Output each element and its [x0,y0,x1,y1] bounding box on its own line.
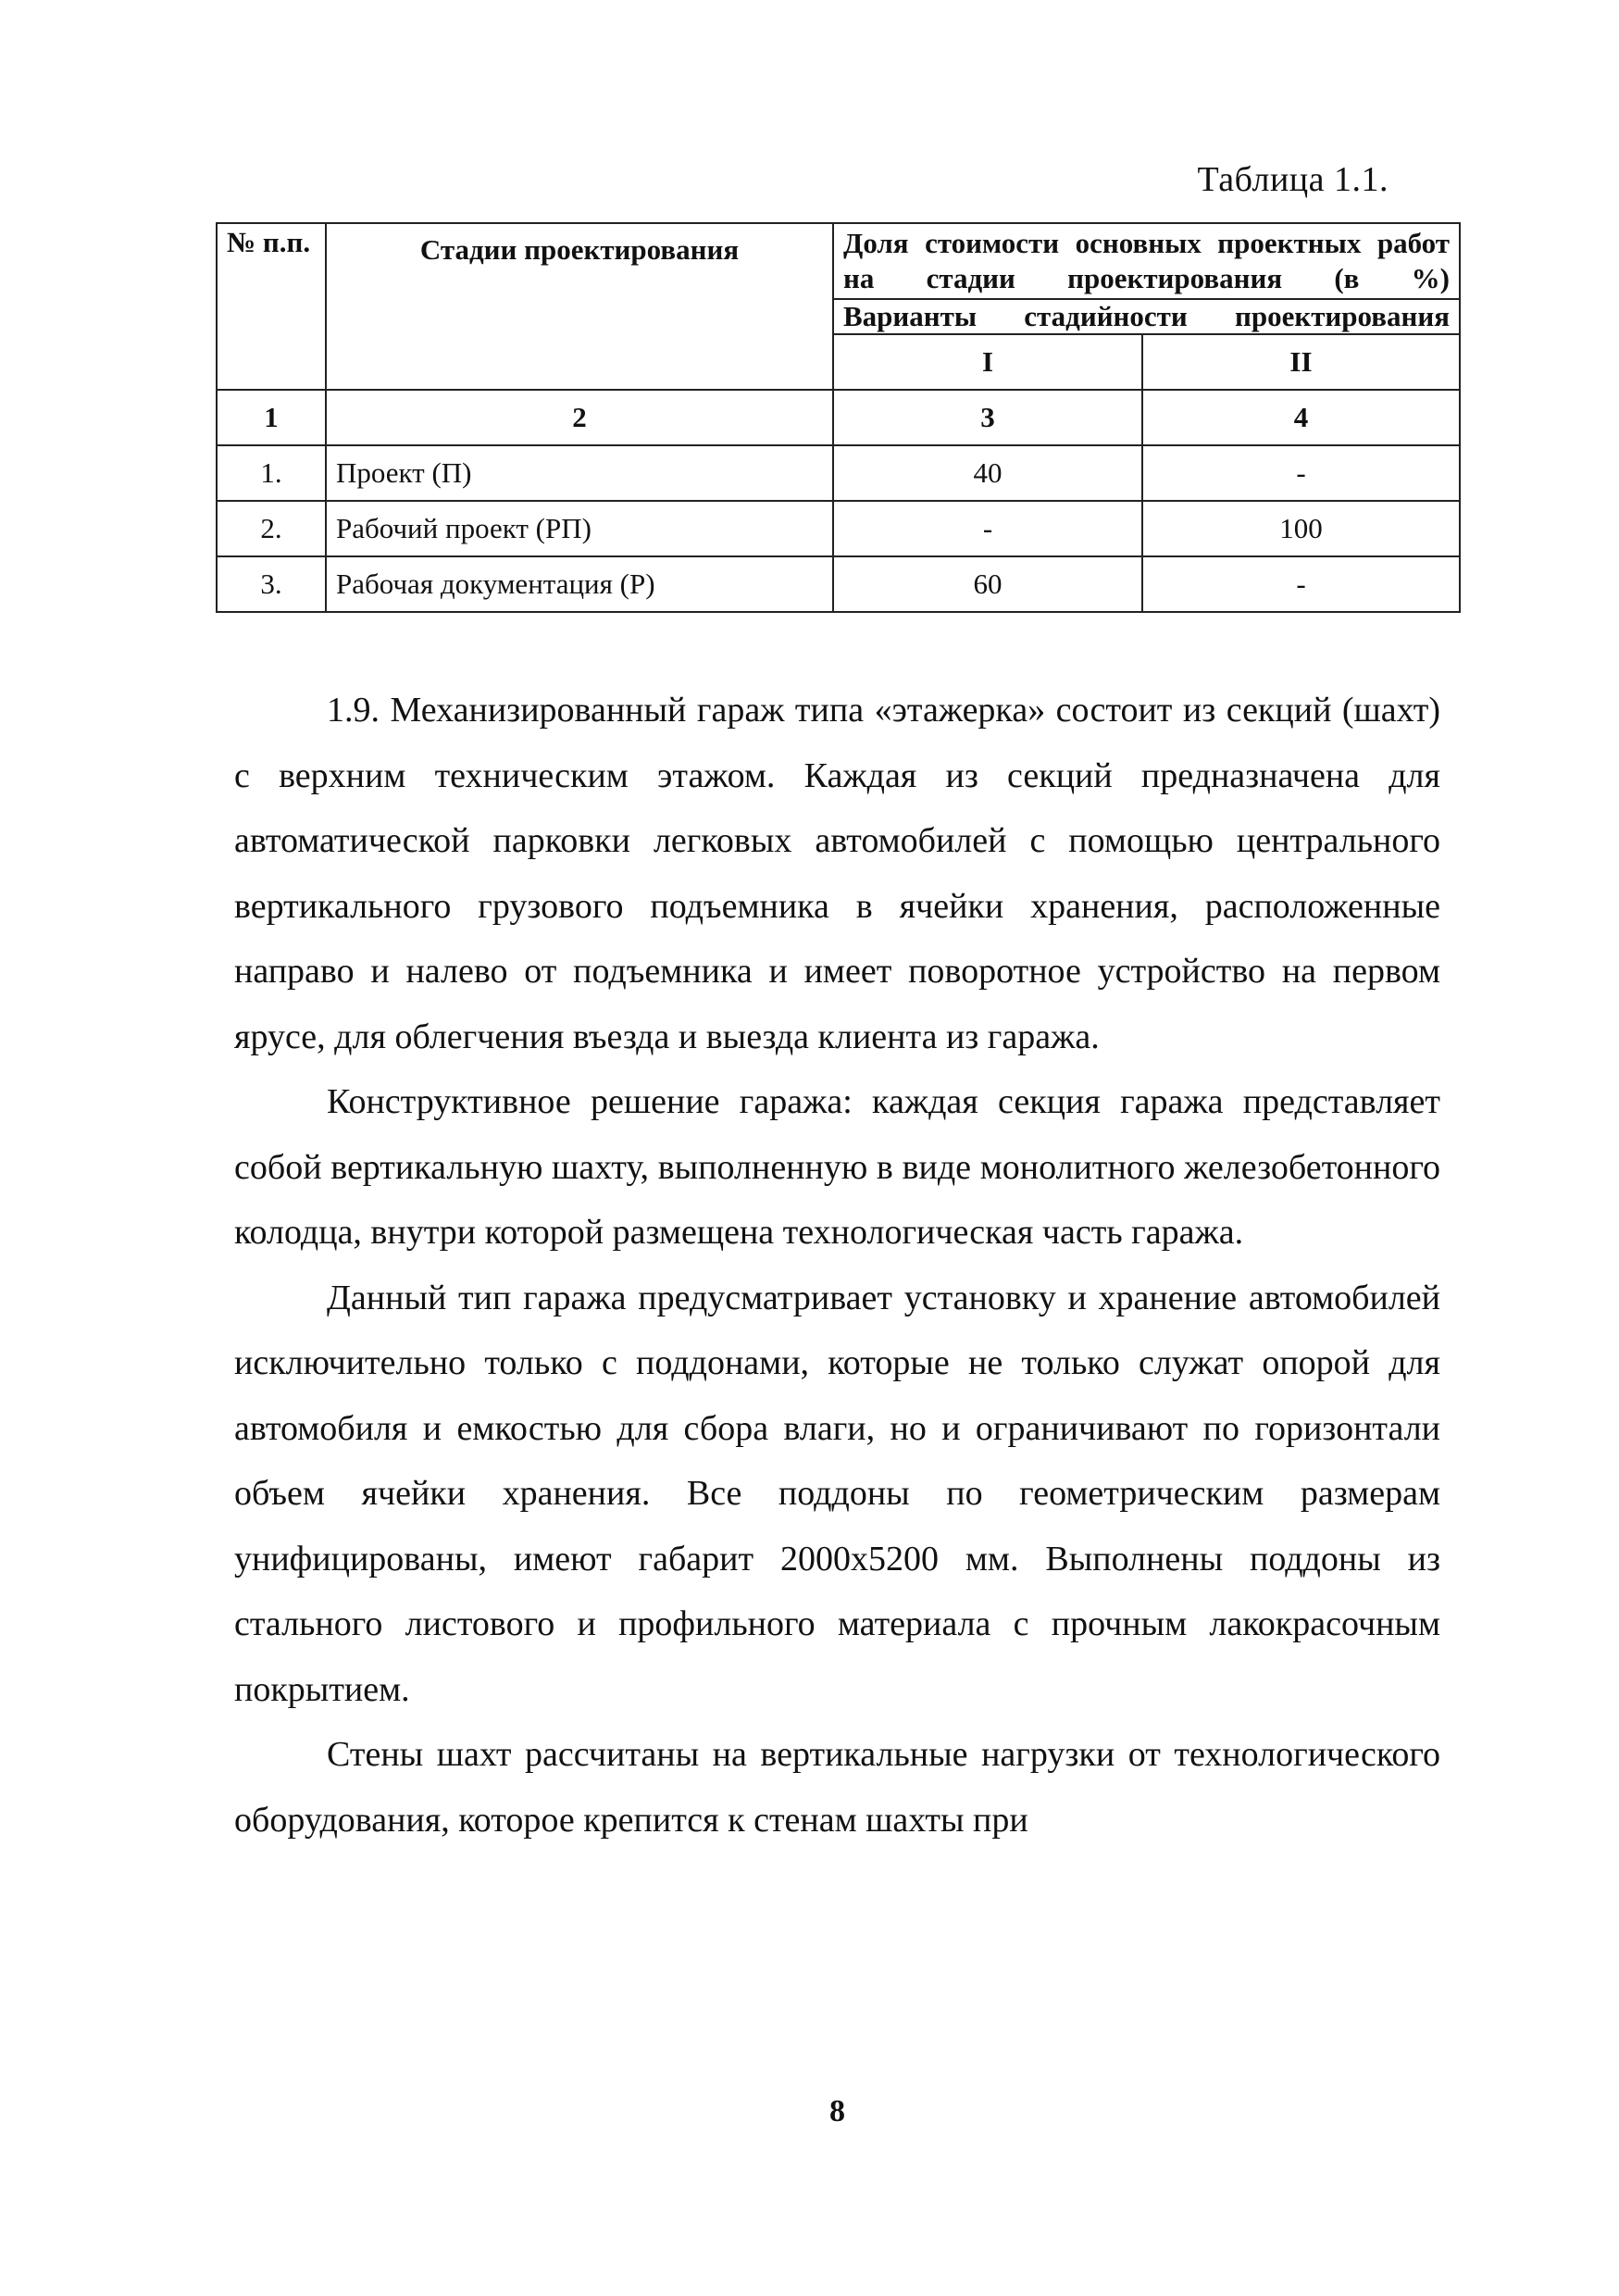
row-variant-1: 40 [833,445,1142,501]
table-row [217,501,1460,556]
table-row [217,556,1460,612]
header-share: Доля стоимости основных проектных работ на стадии проектирования (в %) [833,223,1460,299]
row-variant-1: 60 [833,556,1142,612]
column-number: 4 [1142,390,1460,445]
row-stage: Проект (П) [326,445,833,501]
row-stage: Рабочая документация (Р) [326,556,833,612]
column-number: 1 [217,390,326,445]
body-text [234,678,1440,1853]
row-num: 3. [217,556,326,612]
header-variants: Варианты стадийности проектирования [833,299,1460,334]
paragraph: Данный тип гаража предусматривает установку и хранение автомобилей исключительно только с поддонами, которые не только служат опорой для автомобиля и емкостью для сбора влаги, но и ограничивают по горизонтали объем ячейки хранения. Все поддоны по геометрическим размерам унифицированы, имеют габарит 2000х5200 мм. Выполнены поддоны из стального листового и профильного материала с прочным лакокрасочным покрытием. [234,1278,1440,1709]
row-variant-2: - [1142,445,1460,501]
table-caption: Таблица 1.1. [1197,160,1389,199]
paragraph: Конструктивное решение гаража: каждая секция гаража представляет собой вертикальную шахту, выполненную в виде монолитного железобетонного колодца, внутри которой размещена технологическая часть гаража. [234,1082,1440,1252]
paragraph: Стены шахт рассчитаны на вертикальные нагрузки от технологического оборудования, которое крепится к стенам шахты при [234,1735,1440,1840]
header-num: № п.п. [217,223,326,390]
row-num: 1. [217,445,326,501]
row-variant-2: 100 [1142,501,1460,556]
column-number: 2 [326,390,833,445]
table-row [217,445,1460,501]
page-number: 8 [829,2094,845,2128]
row-variant-2: - [1142,556,1460,612]
header-variant-1: I [833,334,1142,390]
row-num: 2. [217,501,326,556]
column-number: 3 [833,390,1142,445]
row-variant-1: - [833,501,1142,556]
row-stage: Рабочий проект (РП) [326,501,833,556]
header-variant-2: II [1142,334,1460,390]
header-stage: Стадии проектирования [326,223,833,390]
stages-table [216,222,1461,613]
paragraph: 1.9. Механизированный гараж типа «этажерка» состоит из секций (шахт) с верхним техническим этажом. Каждая из секций предназначена для автоматической парковки легковых автомобилей с помощью центрального вертикального грузового подъемника в ячейки хранения, расположенные направо и налево от подъемника и имеет поворотное устройство на первом ярусе, для облегчения въезда и выезда клиента из гаража. [234,691,1440,1056]
